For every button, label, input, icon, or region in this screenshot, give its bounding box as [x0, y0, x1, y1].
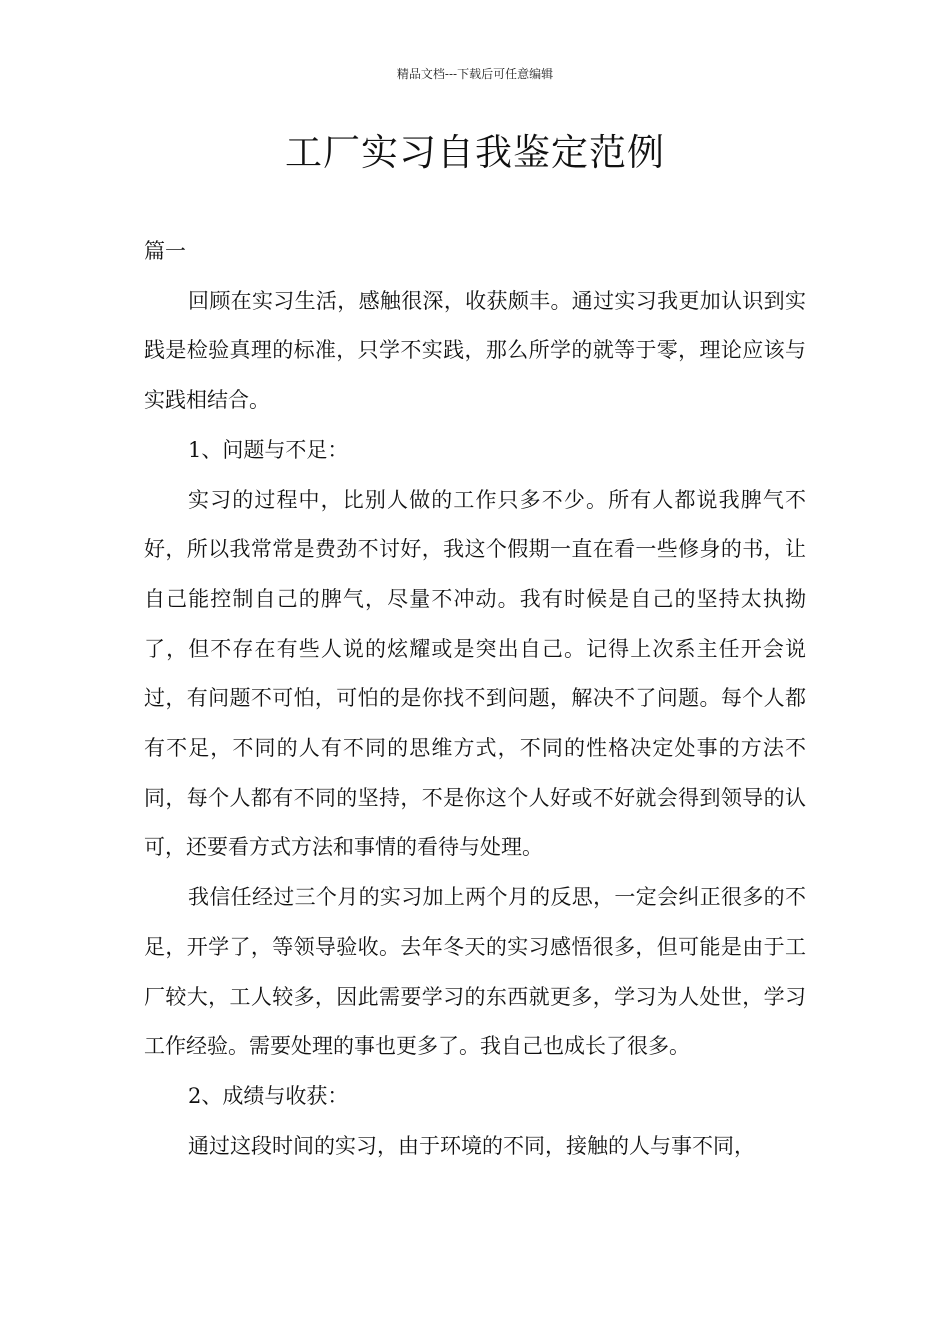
document-title: 工厂实习自我鉴定范例 [285, 131, 665, 174]
paragraph-achievements: 通过这段时间的实习，由于环境的不同，接触的人与事不同， [188, 1133, 755, 1158]
section-label: 篇一 [144, 239, 186, 263]
heading-achievements: 2、成绩与收获： [188, 1083, 349, 1108]
paragraph-problems: 实习的过程中，比别人做的工作只多不少。所有人都说我脾气不好，所以我常常是费劲不讨好，我这个假期一直在看一些修身的书，让自己能控制自己的脾气，尽量不冲动。我有时候是自己的坚持太执拗了，但不存在有些人说的炫耀或是突出自己。记得上次系主任开会说过，有问题不可怕，可怕的是你找不到问题，解决不了问题。每个人都有不足，不同的人有不同的思维方式，不同的性格决定处事的方法不同，每个人都有不同的坚持，不是你这个人好或不好就会得到领导的认可，还要看方式方法和事情的看待与处理。 [144, 487, 806, 860]
paragraph-reflection: 我信任经过三个月的实习加上两个月的反思，一定会纠正很多的不足，开学了，等领导验收。去年冬天的实习感悟很多，但可能是由于工厂较大，工人较多，因此需要学习的东西就更多，学习为人处世，学习工作经验。需要处理的事也更多了。我自己也成长了很多。 [144, 885, 806, 1059]
header-note: 精品文档---下载后可任意编辑 [396, 67, 554, 81]
document-body [144, 227, 806, 1171]
paragraph-intro: 回顾在实习生活，感触很深，收获颇丰。通过实习我更加认识到实践是检验真理的标准，只学不实践，那么所学的就等于零，理论应该与实践相结合。 [144, 288, 806, 413]
heading-problems: 1、问题与不足： [188, 437, 349, 462]
